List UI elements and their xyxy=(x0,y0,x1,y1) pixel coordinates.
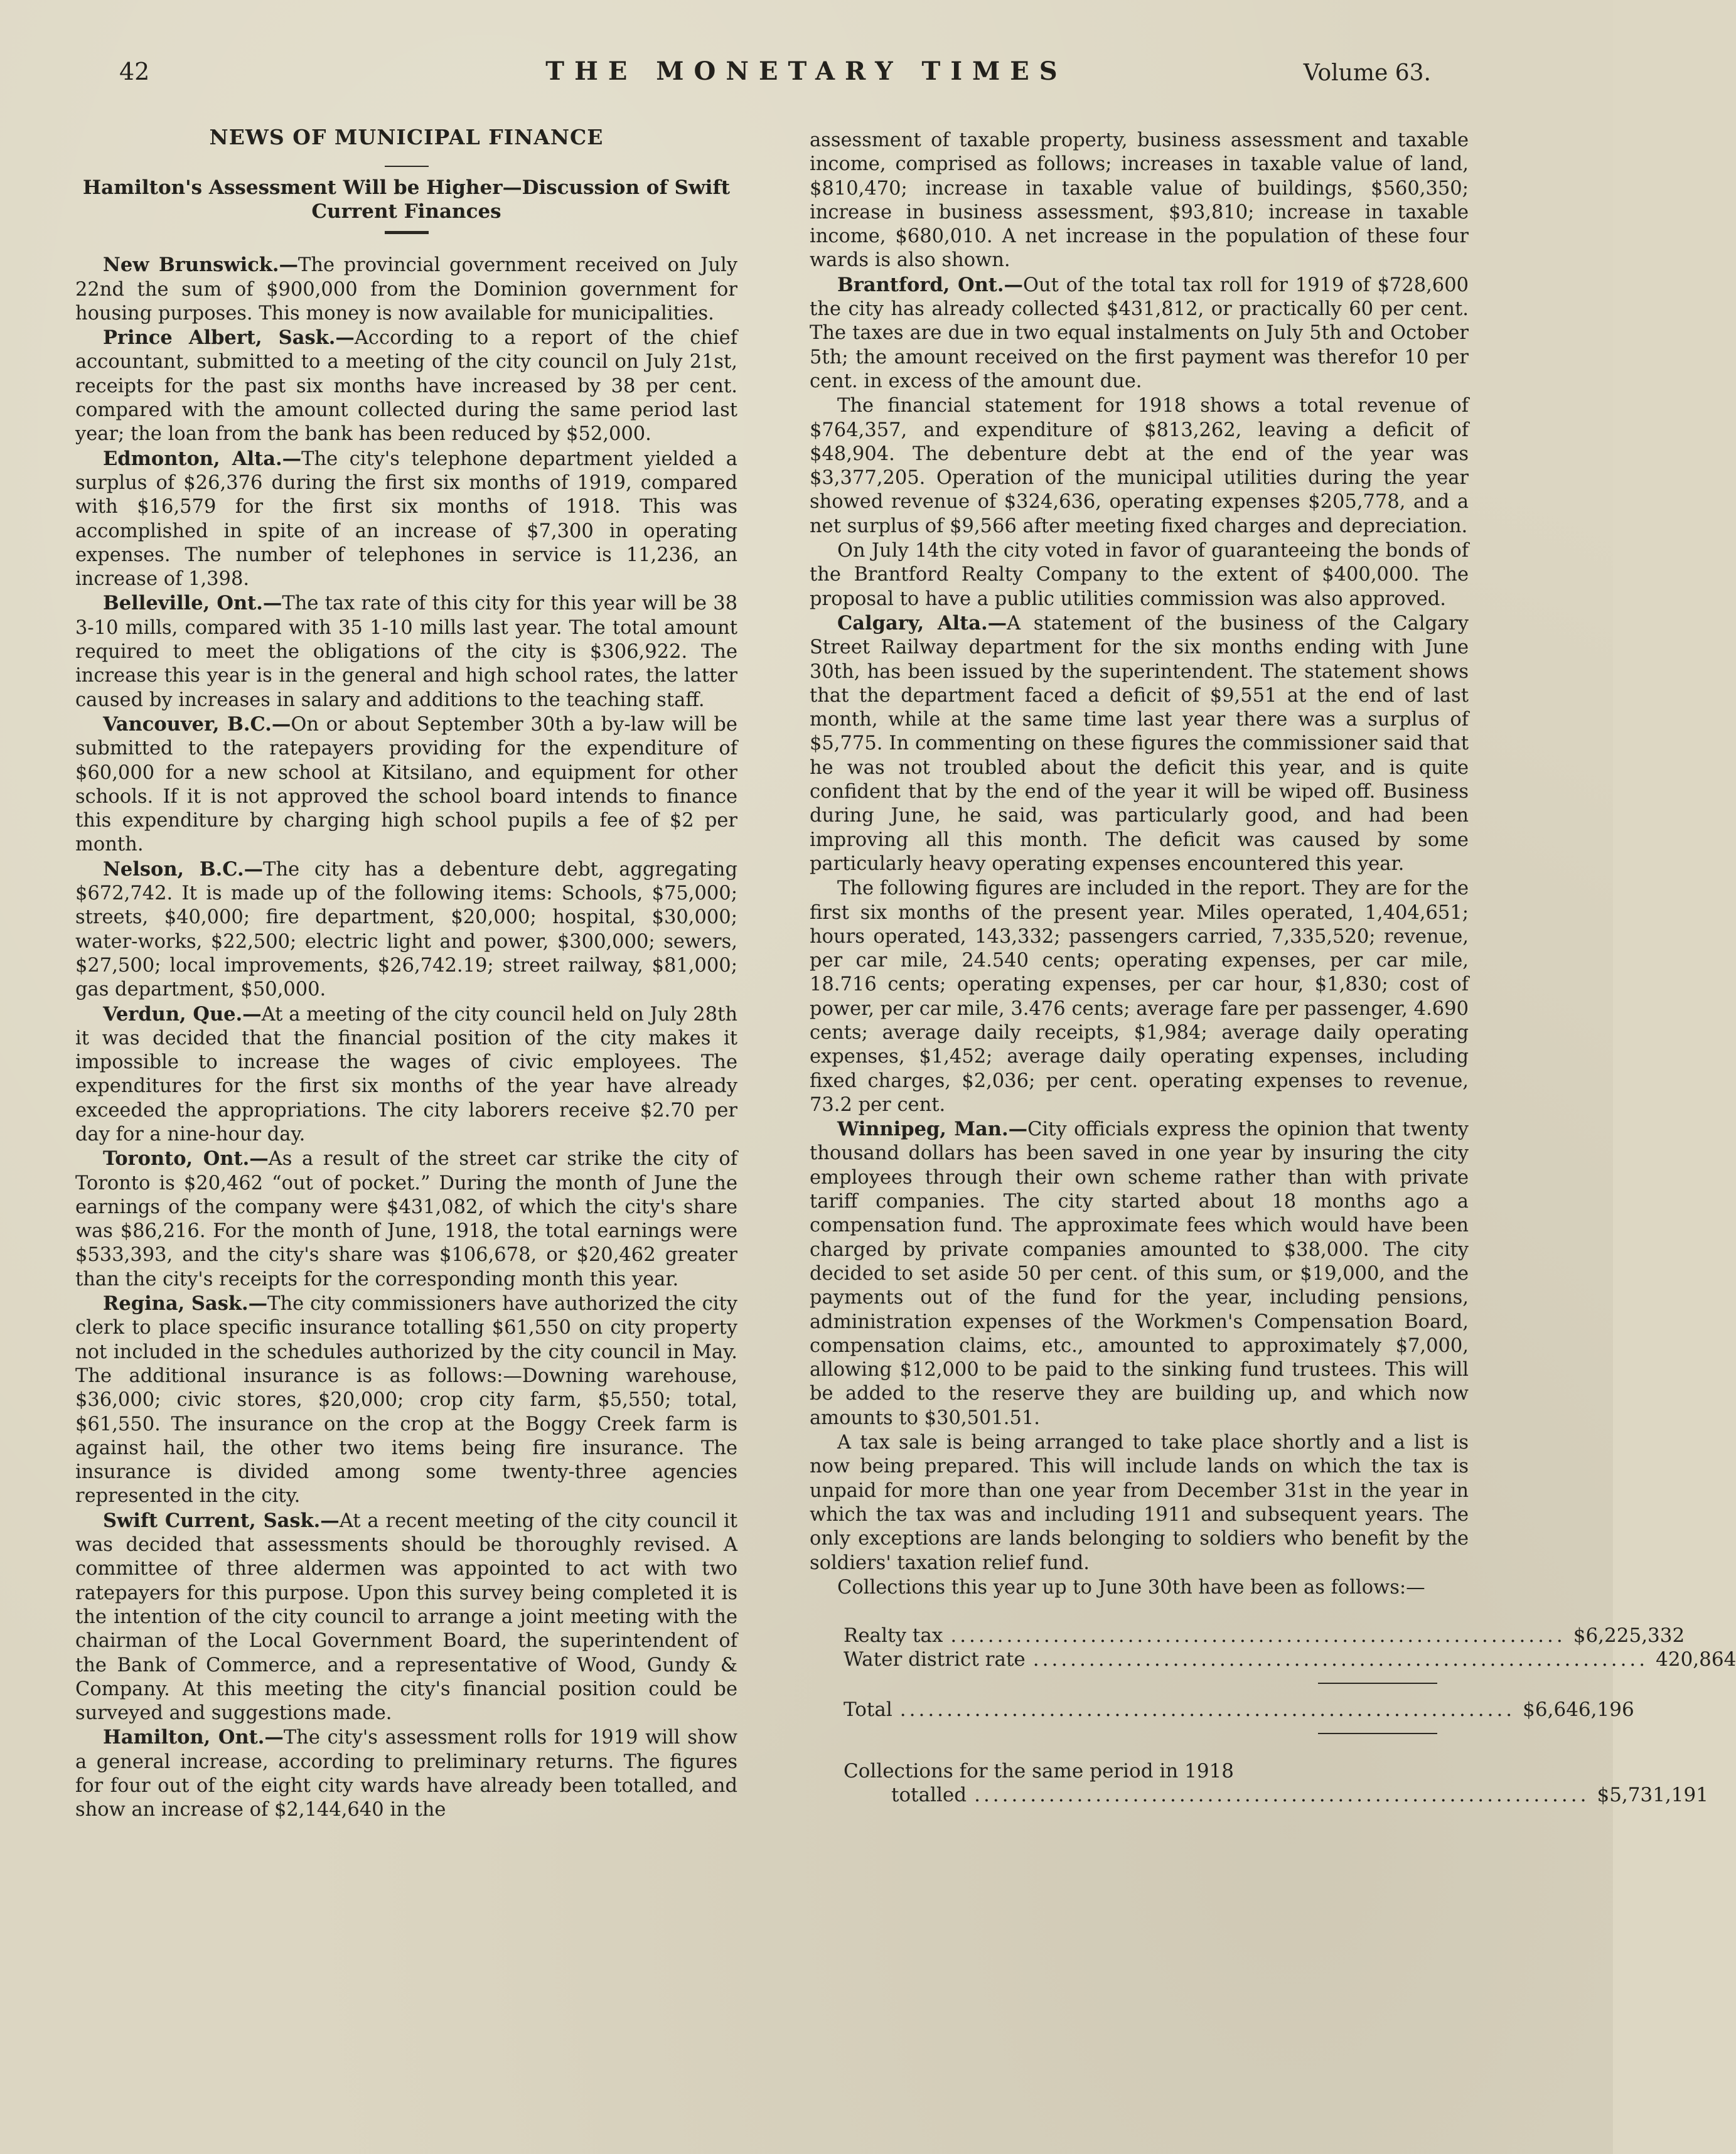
leader-dots: .................................................................. xyxy=(974,1784,1590,1807)
news-item xyxy=(810,273,1469,394)
news-item xyxy=(810,538,1469,611)
news-item-text: At a meeting of the city council held on July 28th it was decided that the financial position of the city makes it impossible to increase the wages of civic employees. The expenditures for the first six months of the year have already exceeded the appropriations. The city laborers receive $2.70 per day for a nine-hour day. xyxy=(75,1003,737,1145)
news-item-dateline: Brantford, Ont.— xyxy=(837,273,1023,296)
section-title: NEWS OF MUNICIPAL FINANCE xyxy=(209,125,604,149)
news-item xyxy=(75,326,737,446)
news-item xyxy=(75,1292,737,1509)
collections-label: Water district rate xyxy=(844,1648,1026,1671)
collections-prior-label: Collections for the same period in 1918 xyxy=(844,1760,1235,1783)
news-item-dateline: New Brunswick.— xyxy=(103,254,299,277)
collections-row-water xyxy=(810,1648,1736,1671)
news-item-dateline: Vancouver, B.C.— xyxy=(103,712,291,736)
news-item-text: The following figures are included in the report. They are for the first six months of the present year. Miles operated, 1,404,651; hours operated, 143,332; passengers carried, 7,335,520; revenue, per car mile, 24.540 cents; operating expenses, per car mile, 18.716 cents; operating expenses, per car hour, $1,830; cost of power, per car mile, 3.476 cents; average fare per passenger, 4.690 cents; average daily receipts, $1,984; average daily operating expenses, $1,452; average daily operating expenses, including fixed charges, $2,036; per cent. operating expenses to revenue, 73.2 per cent. xyxy=(810,877,1469,1116)
news-item xyxy=(75,1725,737,1822)
collections-row-prior xyxy=(810,1783,1708,1807)
news-item-dateline: Nelson, B.C.— xyxy=(103,857,264,881)
subtitle-rule xyxy=(385,231,429,234)
sum-rule xyxy=(1318,1683,1437,1684)
news-item-text: The city has a debenture debt, aggregating $672,742. It is made up of the following items: Schools, $75,000; streets, $40,000; fire department, $20,000; hospital, $30,000; water-works, $22,500; electric light and power, $300,000; sewers, $27,500; local improvements, $26,742.19; street railway, $81,000; gas department, $50,000. xyxy=(75,858,737,1001)
news-item xyxy=(810,611,1469,876)
news-item xyxy=(75,1002,737,1147)
title-rule xyxy=(385,166,429,167)
news-item-dateline: Edmonton, Alta.— xyxy=(103,447,302,470)
news-item-text: A tax sale is being arranged to take place shortly and a list is now being prepared. This will include lands on which the tax is unpaid for more than one year from December 31st in the year in which the tax was and including 1911 and subsequent years. The only exceptions are lands belonging to soldiers who benefit by the soldiers' taxation relief fund. xyxy=(810,1432,1469,1574)
news-item-text: A statement of the business of the Calgary Street Railway department for the six months ending with June 30th, has been issued by the superintendent. The statement shows that the department faced a deficit of $9,551 at the end of last month, while at the same time last year there was a surplus of $5,775. In commenting on these figures the commissioner said that he was not troubled about the deficit this year, and is quite confident that by the end of the year it will be wiped off. Business during June, he said, was particularly good, and had been improving all this month. The deficit was caused by some particularly heavy operating expenses encountered this year. xyxy=(810,612,1469,875)
news-item-dateline: Calgary, Alta.— xyxy=(837,611,1007,635)
news-item-dateline: Belleville, Ont.— xyxy=(103,592,282,615)
news-item-dateline: Verdun, Que.— xyxy=(103,1002,262,1026)
page-header xyxy=(0,58,1613,95)
left-column xyxy=(75,126,737,1823)
news-item-text: The provincial government received on July 22nd the sum of $900,000 from the Dominion government for housing purposes. This money is now available for municipalities. xyxy=(75,254,737,324)
collections-amount: $6,646,196 xyxy=(1523,1698,1634,1722)
news-item-text: The tax rate of this city for this year will be 38 3-10 mills, compared with 35 1-10 mills last year. The total amount required to meet the obligations of the city is $306,922. The increase this year is in the general and high school rates, the latter caused by increases in salary and additions to the teaching staff. xyxy=(75,592,737,711)
collections-amount: $6,225,332 xyxy=(1573,1624,1685,1648)
collections-label: Realty tax xyxy=(844,1624,943,1648)
collections-amount: $5,731,191 xyxy=(1597,1784,1708,1807)
publication-title: THE MONETARY TIMES xyxy=(545,56,1068,86)
news-item-text: Collections this year up to June 30th have been as follows:— xyxy=(837,1576,1425,1599)
sum-rule xyxy=(1318,1733,1437,1734)
news-item-dateline: Toronto, Ont.— xyxy=(103,1147,269,1171)
news-item xyxy=(75,1509,737,1726)
news-item xyxy=(75,591,737,712)
news-item xyxy=(75,712,737,857)
news-item-text: The financial statement for 1918 shows a total revenue of $764,357, and expenditure of $813,262, leaving a deficit of $48,904. The debenture debt at the end of the year was $3,377,205. Operation of the municipal utilities during the year showed revenue of $324,636, operating expenses $205,778, and a net surplus of $9,566 after meeting fixed charges and depreciation. xyxy=(810,395,1469,537)
leader-dots: .................................................................. xyxy=(1032,1648,1649,1671)
news-item-text: Out of the total tax roll for 1919 of $728,600 the city has already collected $431,812, or practically 60 per cent. The taxes are due in two equal instalments on July 5th and October 5th; the amount received on the first payment was therefor 10 per cent. in excess of the amount due. xyxy=(810,274,1469,392)
leader-dots: .................................................................. xyxy=(950,1624,1566,1648)
right-column xyxy=(810,129,1736,1807)
subtitle-line-2: Current Finances xyxy=(311,200,501,223)
collections-row-total xyxy=(810,1698,1634,1722)
news-item-text: The city's assessment rolls for 1919 will show a general increase, according to preliminary returns. The figures for four out of the eight city wards have already been totalled, and show an increase of $2,144,640 in the xyxy=(75,1727,737,1821)
news-item xyxy=(75,857,737,1002)
news-item-dateline: Regina, Sask.— xyxy=(103,1292,268,1315)
news-item xyxy=(810,1430,1469,1575)
continued-paragraph: assessment of taxable property, business assessment and taxable income, comprised as follows; increases in taxable value of land, $810,470; increase in taxable value of buildings, $560,350; increase in business assessment, $93,810; increase in taxable income, $680,010. A net increase in the population of these four wards is also shown. xyxy=(810,129,1469,272)
news-item-text: As a result of the street car strike the city of Toronto is $20,462 “out of pocket.” During the month of June the earnings of the company were $431,082, of which the city's share was $86,216. For the month of June, 1918, the total earnings were $533,393, and the city's share was $106,678, or $20,462 greater than the city's receipts for the corresponding month this year. xyxy=(75,1148,737,1290)
news-item-text: On July 14th the city voted in favor of guaranteeing the bonds of the Brantford Realty Company to the extent of $400,000. The proposal to have a public utilities commission was also approved. xyxy=(810,540,1469,610)
news-item-dateline: Hamilton, Ont.— xyxy=(103,1726,284,1749)
volume-label: Volume 63. xyxy=(1303,60,1431,86)
news-item-dateline: Swift Current, Sask.— xyxy=(103,1509,340,1532)
collections-label: Total xyxy=(844,1698,892,1722)
collections-row-realty xyxy=(810,1624,1685,1648)
news-item-dateline: Winnipeg, Man.— xyxy=(837,1118,1028,1141)
news-item-dateline: Prince Albert, Sask.— xyxy=(103,326,355,350)
news-item xyxy=(810,1117,1469,1430)
collections-label: totalled xyxy=(891,1784,967,1807)
news-item-text: The city commissioners have authorized the city clerk to place specific insurance totalling $61,550 on city property not included in the schedules authorized by the city council in May. The additional insurance is as follows:—Downing warehouse, $36,000; civic stores, $20,000; crop city farm, $5,550; total, $61,550. The insurance on the crop at the Boggy Creek farm is against hail, the other two items being fire insurance. The insurance is divided among some twenty-three agencies represented in the city. xyxy=(75,1293,737,1508)
news-item-text: On or about September 30th a by-law will be submitted to the ratepayers providing for the expenditure of $60,000 for a new school at Kitsilano, and equipment for other schools. If it is not approved the school board intends to finance this expenditure by charging high school pupils a fee of $2 per month. xyxy=(75,713,737,856)
collections-table xyxy=(810,1624,1736,1807)
news-item xyxy=(75,447,737,592)
news-item xyxy=(810,876,1469,1117)
news-item xyxy=(810,1575,1469,1600)
subtitle-line-1: Hamilton's Assessment Will be Higher—Discussion of Swift xyxy=(82,176,731,200)
news-item xyxy=(810,394,1469,538)
page-number: 42 xyxy=(119,58,150,85)
leader-dots: .................................................................. xyxy=(899,1698,1516,1722)
news-item xyxy=(75,253,737,326)
collections-amount: 420,864 xyxy=(1656,1648,1736,1671)
news-item-text: According to a report of the chief accountant, submitted to a meeting of the city council on July 21st, receipts for the past six months have increased by 38 per cent. compared with the amount collected during the same period last year; the loan from the bank has been reduced by $52,000. xyxy=(75,327,738,446)
news-item-text: The city's telephone department yielded a surplus of $26,376 during the first six months of 1919, compared with $16,579 for the first six months of 1918. This was accomplished in spite of an increase of $7,300 in operating expenses. The number of telephones in service is 11,236, an increase of 1,398. xyxy=(75,447,737,591)
news-item xyxy=(75,1147,737,1292)
news-item-text: City officials express the opinion that twenty thousand dollars has been saved in one year by insuring the city employees through their own scheme rather than with private tariff companies. The city started about 18 months ago a compensation fund. The approximate fees which would have been charged by private companies amounted to $38,000. The city decided to set aside 50 per cent. of this sum, or $19,000, and the payments out of the fund for the year, including pensions, administration expenses of the Workmen's Compensation Board, compensation claims, etc., amounted to approximately $7,000, allowing $12,000 to be paid to the sinking fund trustees. This will be added to the reserve they are building up, and which now amounts to $30,501.51. xyxy=(810,1118,1469,1429)
news-item-text: At a recent meeting of the city council it was decided that assessments should be thoroughly revised. A committee of three aldermen was appointed to act with two ratepayers for this purpose. Upon this survey being completed it is the intention of the city council to arrange a joint meeting with the chairman of the Local Government Board, the superintendent of the Bank of Commerce, and a representative of Wood, Gundy & Company. At this meeting the city's financial position could be surveyed and suggestions made. xyxy=(75,1509,737,1725)
